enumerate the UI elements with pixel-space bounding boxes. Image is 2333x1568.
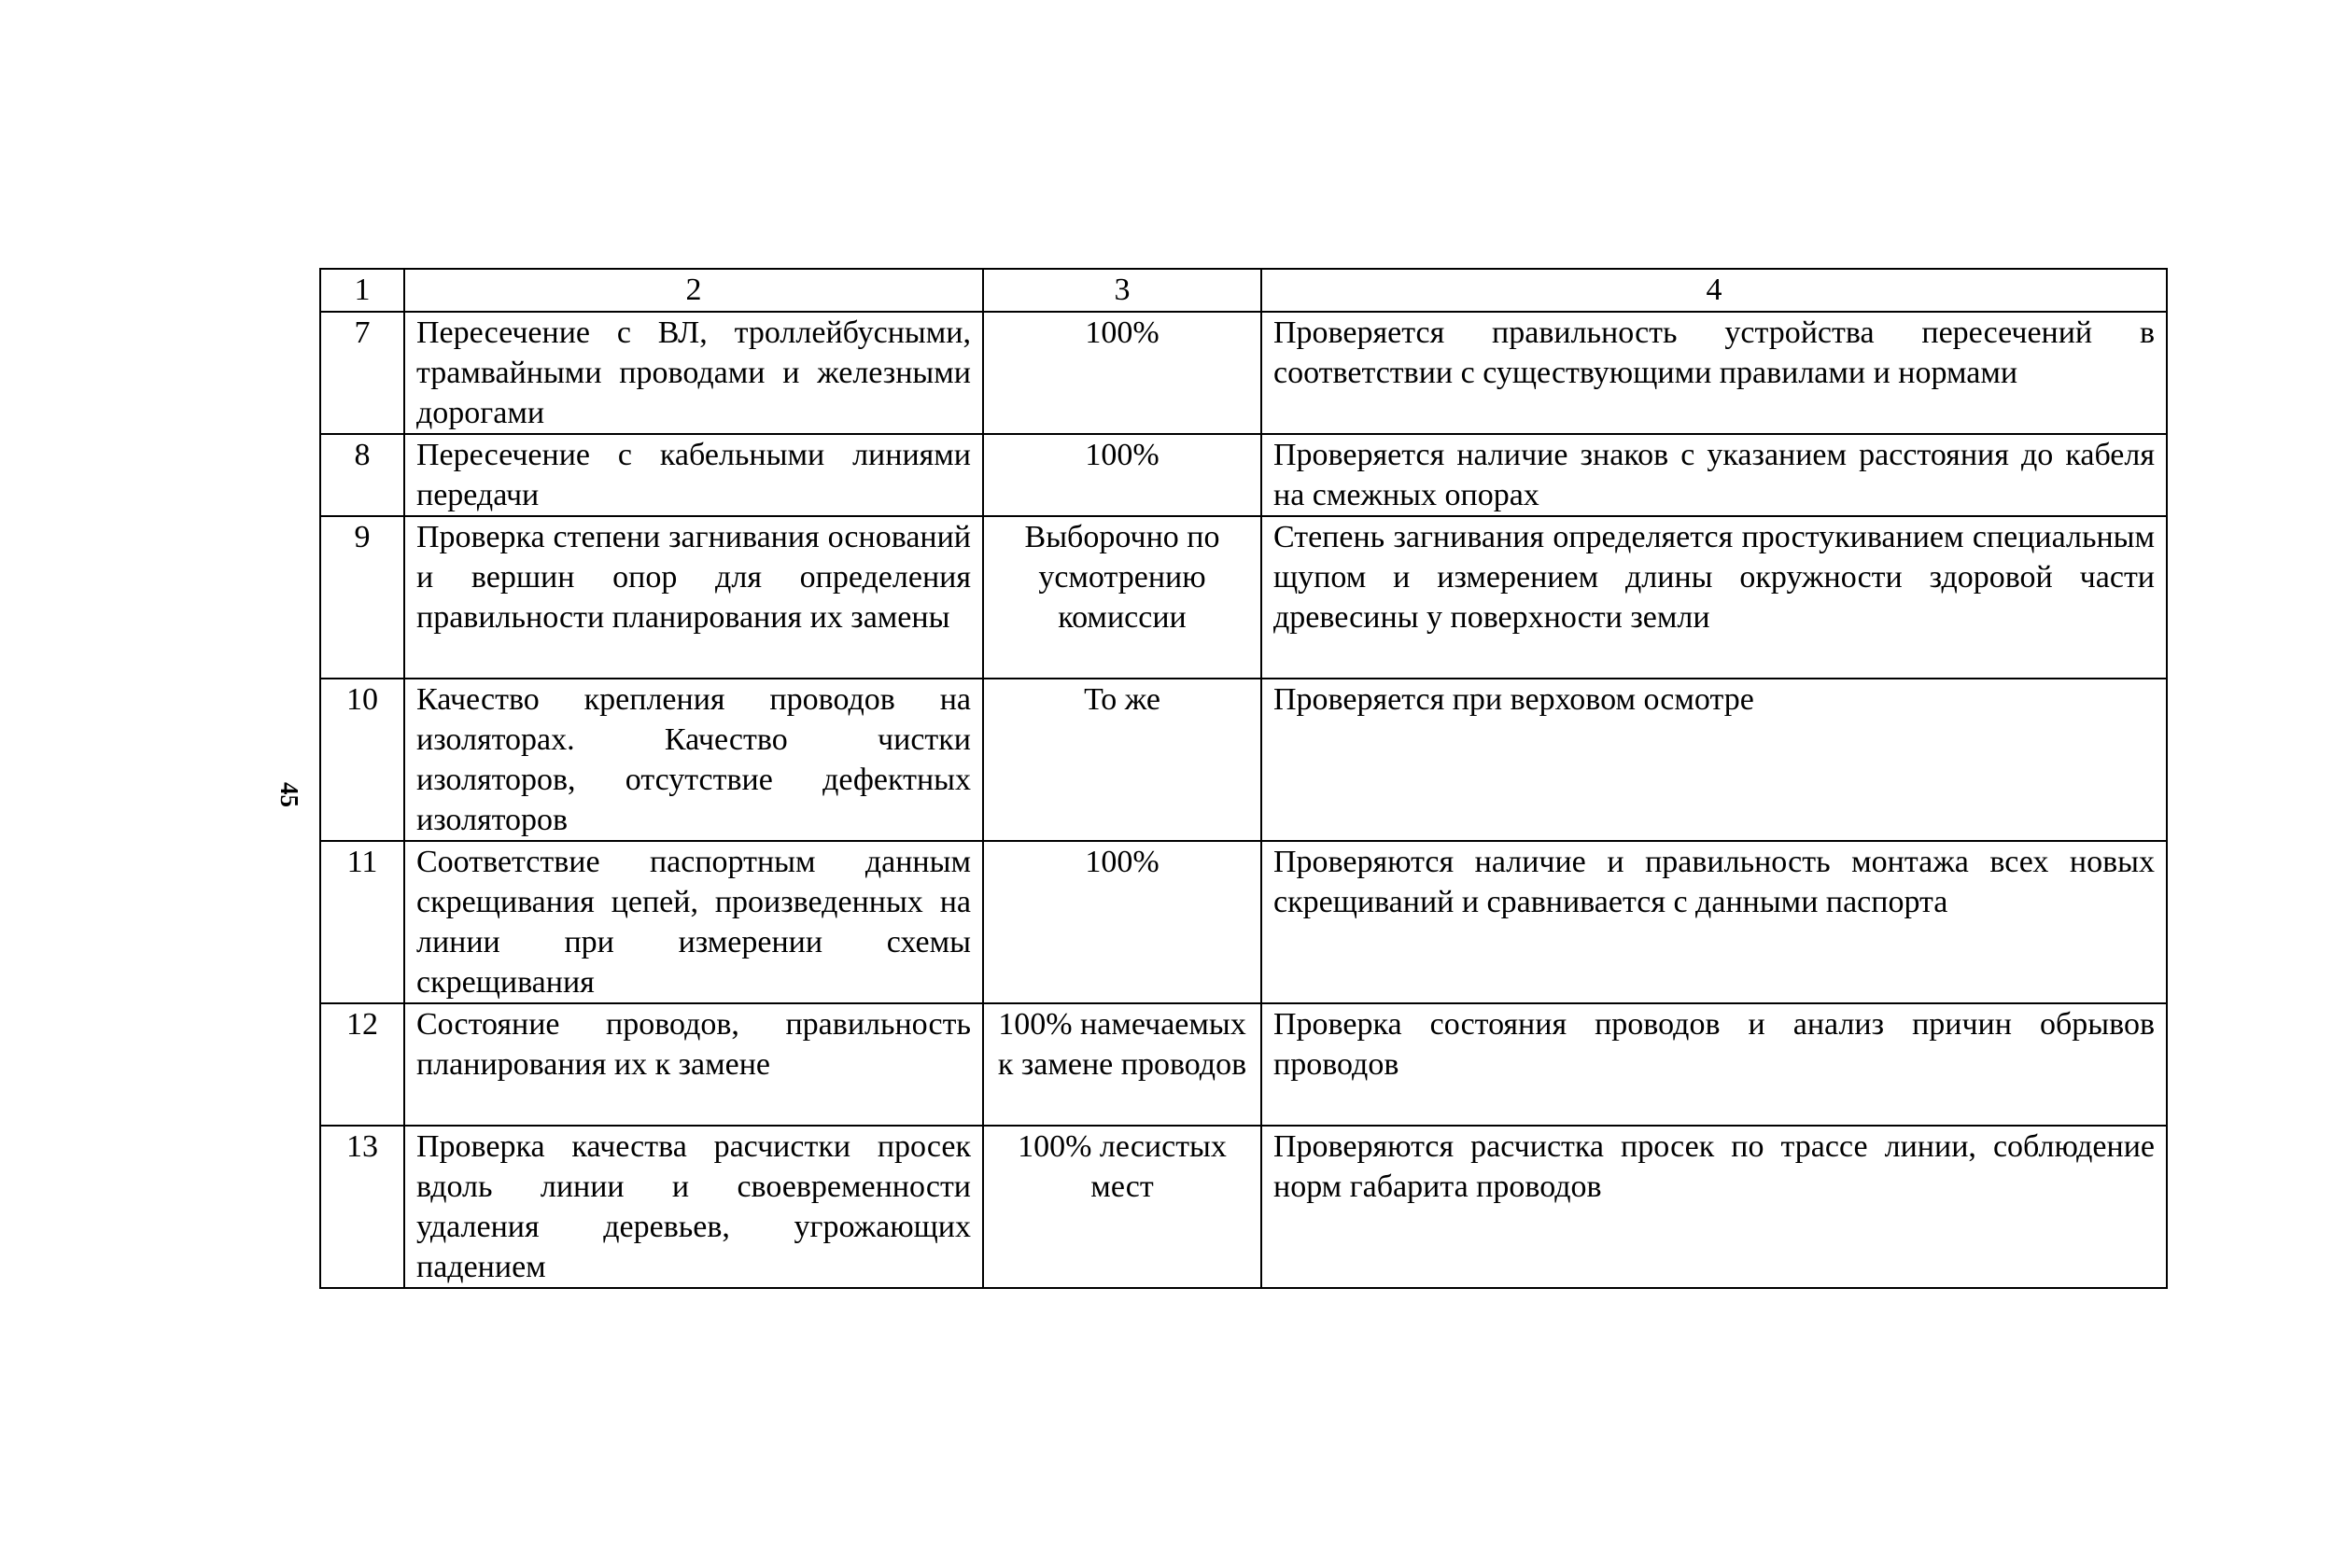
row-number: 12 xyxy=(320,1003,404,1126)
row-number: 8 xyxy=(320,434,404,516)
table-row xyxy=(320,516,2167,679)
inspection-table xyxy=(319,268,2168,1289)
row-scope: 100% лесистых мест xyxy=(983,1126,1261,1288)
table-row xyxy=(320,679,2167,841)
row-scope: 100% xyxy=(983,841,1261,1003)
table-header-row xyxy=(320,269,2167,312)
row-note: Проверяется правильность устройства пересечений в соответствии с существующими правилами и нормами xyxy=(1261,312,2167,434)
row-note: Проверяются расчистка просек по трассе линии, соблюдение норм габарита проводов xyxy=(1261,1126,2167,1288)
column-header-1: 1 xyxy=(320,269,404,312)
row-item: Проверка степени загнивания оснований и вершин опор для определения правильности планирования их замены xyxy=(404,516,983,679)
row-scope: 100% намечаемых к замене проводов xyxy=(983,1003,1261,1126)
column-header-4: 4 xyxy=(1261,269,2167,312)
row-number: 11 xyxy=(320,841,404,1003)
row-note: Проверяется наличие знаков с указанием расстояния до кабеля на смежных опорах xyxy=(1261,434,2167,516)
row-number: 10 xyxy=(320,679,404,841)
row-number: 7 xyxy=(320,312,404,434)
row-item: Качество крепления проводов на изоляторах. Качество чистки изоляторов, отсутствие дефектных изоляторов xyxy=(404,679,983,841)
row-scope: То же xyxy=(983,679,1261,841)
row-scope: 100% xyxy=(983,312,1261,434)
row-scope: Выборочно по усмотрению комиссии xyxy=(983,516,1261,679)
row-item: Пересечение с ВЛ, троллейбусными, трамвайными проводами и железными дорогами xyxy=(404,312,983,434)
row-note: Проверка состояния проводов и анализ причин обрывов проводов xyxy=(1261,1003,2167,1126)
column-header-2: 2 xyxy=(404,269,983,312)
table-row xyxy=(320,434,2167,516)
table-row xyxy=(320,1126,2167,1288)
page-number: 45 xyxy=(275,782,303,807)
row-note: Степень загнивания определяется простукиванием специальным щупом и измерением длины окружности здоровой части древесины у поверхности земли xyxy=(1261,516,2167,679)
table-row xyxy=(320,312,2167,434)
row-item: Состояние проводов, правильность планирования их к замене xyxy=(404,1003,983,1126)
row-item: Пересечение с кабельными линиями передачи xyxy=(404,434,983,516)
row-note: Проверяется при верховом осмотре xyxy=(1261,679,2167,841)
row-item: Соответствие паспортным данным скрещивания цепей, произведенных на линии при измерении схемы скрещивания xyxy=(404,841,983,1003)
row-number: 9 xyxy=(320,516,404,679)
table-row xyxy=(320,841,2167,1003)
column-header-3: 3 xyxy=(983,269,1261,312)
row-scope: 100% xyxy=(983,434,1261,516)
row-note: Проверяются наличие и правильность монтажа всех новых скрещиваний и сравнивается с данными паспорта xyxy=(1261,841,2167,1003)
table-row xyxy=(320,1003,2167,1126)
row-item: Проверка качества расчистки просек вдоль линии и своевременности удаления деревьев, угрожающих падением xyxy=(404,1126,983,1288)
row-number: 13 xyxy=(320,1126,404,1288)
